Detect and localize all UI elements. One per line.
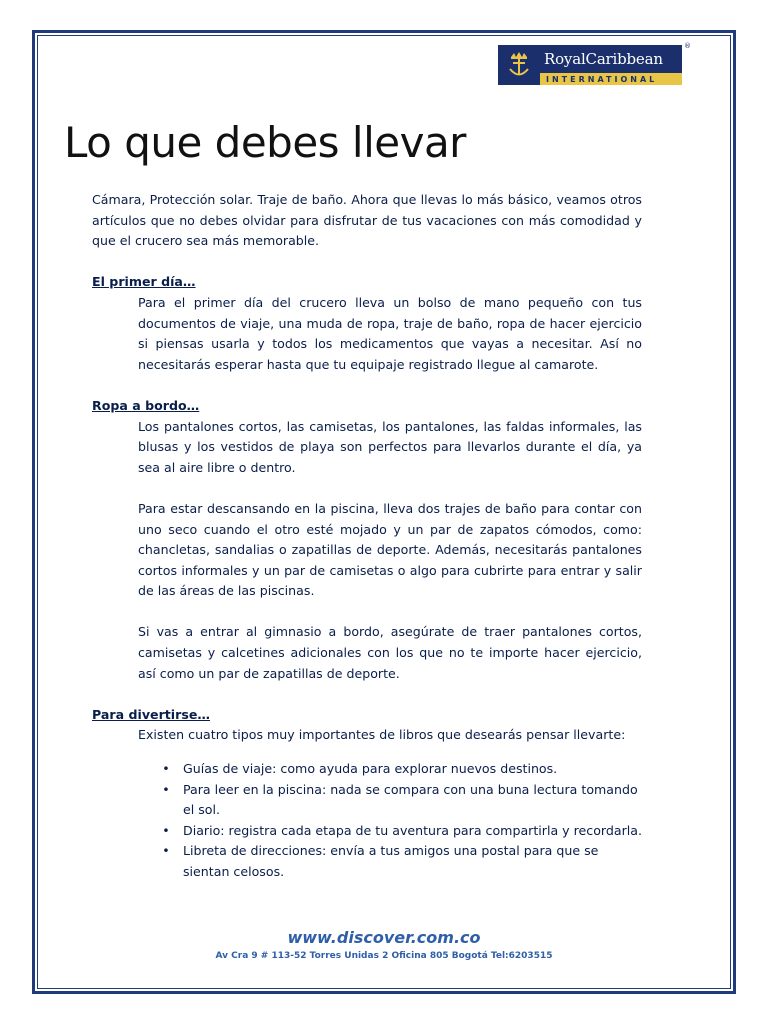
bullet-icon: • (162, 781, 170, 797)
logo-brand-text: RoyalCaribbean (544, 50, 663, 68)
list-item (159, 841, 642, 882)
royal-caribbean-logo (498, 45, 682, 85)
bullet-icon: • (162, 843, 170, 859)
registered-mark: ® (684, 42, 691, 50)
books-list (159, 759, 642, 883)
list-item-text: Para leer en la piscina: nada se compara con una buna lectura tomando el sol. (183, 781, 638, 818)
section-heading-first-day: El primer día… (92, 274, 196, 290)
section-fun-text: Existen cuatro tipos muy importantes de libros que desearás pensar llevarte: (138, 727, 626, 743)
intro-paragraph: Cámara, Protección solar. Traje de baño. Ahora que llevas lo más básico, veamos otros artículos que no debes olvidar para disfrutar de tus vacaciones con más comodidad y que el crucero sea más memorable. (92, 192, 642, 249)
bullet-icon: • (162, 761, 170, 777)
footer-address: Av Cra 9 # 113-52 Torres Unidas 2 Oficina 805 Bogotá Tel:6203515 (215, 951, 553, 961)
section-heading-fun: Para divertirse… (92, 706, 210, 722)
anchor-crown-icon (498, 45, 540, 85)
page-title: Lo que debes llevar (64, 118, 466, 167)
bullet-icon: • (162, 822, 170, 838)
section-heading-onboard-clothes: Ropa a bordo… (92, 397, 200, 413)
list-item (159, 759, 642, 780)
onboard-clothes-paragraph-1: Los pantalones cortos, las camisetas, los pantalones, las faldas informales, las blusas y los vestidos de playa son perfectos para llevarlos durante el día, ya sea al aire libre o dentro. (138, 418, 642, 475)
section-first-day-text: Para el primer día del crucero lleva un bolso de mano pequeño con tus documentos de viaje, una muda de ropa, traje de baño, ropa de hacer ejercicio si piensas usarla y todos los medicamentos que vayas a necesitar. Así no necesitarás esperar hasta que tu equipaje registrado llegue al camarote. (138, 294, 642, 372)
list-item-text: Guías de viaje: como ayuda para explorar nuevos destinos. (183, 761, 558, 777)
onboard-clothes-paragraph-2: Para estar descansando en la piscina, lleva dos trajes de baño para contar con uno seco cuando el otro esté mojado y un par de zapatos cómodos, como: chancletas, sandalias o zapatillas de deporte. Además, necesitarás pantalones cortos informales y un par de camisetas o algo para cubrirte para entrar y salir de las áreas de las piscinas. (138, 500, 642, 599)
list-item (159, 821, 642, 842)
document-body (92, 190, 642, 883)
list-item (159, 780, 642, 821)
list-item-text: Libreta de direcciones: envía a tus amigos una postal para que se sientan celosos. (183, 843, 599, 879)
list-item-text: Diario: registra cada etapa de tu aventura para compartirla y recordarla. (183, 822, 642, 838)
logo-sub-text: INTERNATIONAL (540, 73, 682, 85)
footer-website-link[interactable]: www.discover.com.co (287, 928, 481, 947)
onboard-clothes-paragraph-3: Si vas a entrar al gimnasio a bordo, asegúrate de traer pantalones cortos, camisetas y calcetines adicionales con los que no te importe hacer ejercicio, así como un par de zapatillas de deporte. (138, 624, 642, 681)
